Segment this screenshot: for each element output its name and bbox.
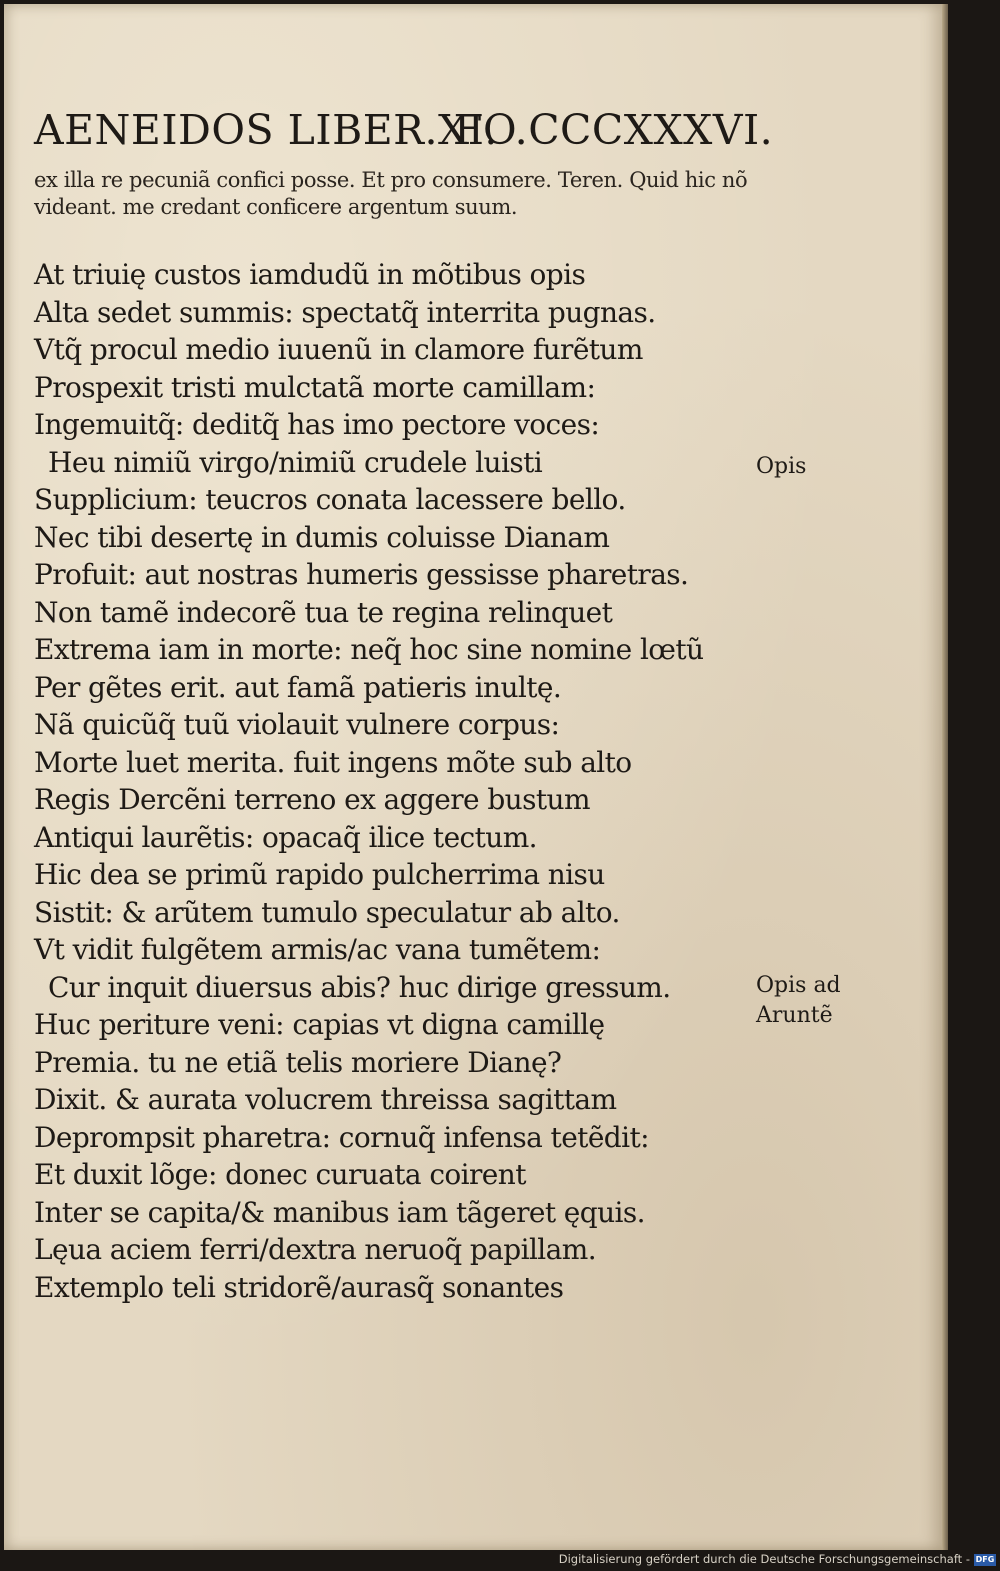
verse-line: Extrema iam in morte: neq̃ hoc sine nomine lœtũ [34, 633, 704, 666]
verse-line: Extemplo teli stridorẽ/aurasq̃ sonantes [34, 1270, 564, 1304]
page-edge [942, 4, 948, 1550]
verse-line: Dixit. & aurata volucrem threissa sagittam [34, 1083, 617, 1116]
book-page [4, 4, 942, 1550]
verse-block [34, 256, 754, 1306]
verse-line: Hic dea se primũ rapido pulcherrima nisu [34, 858, 605, 891]
verse-line: Per gẽtes erit. aut famã patieris inultę. [34, 670, 562, 704]
verse-line: Cur inquit diuersus abis? huc dirige gressum. [48, 970, 671, 1004]
verse-line: Premia. tu ne etiã telis moriere Dianę? [34, 1045, 562, 1079]
dfg-logo: DFG [975, 1555, 995, 1564]
verse-line: Ingemuitq̃: deditq̃ has imo pectore voces: [34, 408, 600, 441]
verse-line: Nec tibi desertę in dumis coluisse Dianam [34, 520, 610, 554]
verse-line: Regis Dercẽni terreno ex aggere bustum [34, 783, 590, 816]
commentary-block [34, 167, 794, 221]
verse-line: Sistit: & arũtem tumulo speculatur ab alto. [34, 895, 620, 929]
verse-line: Profuit: aut nostras humeris gessisse pharetras. [34, 558, 689, 591]
running-header [34, 106, 934, 154]
verse-line: Nã quicũq̃ tuũ violauit vulnere corpus: [34, 708, 560, 741]
verse-line: Prospexit tristi mulctatã morte camillam: [34, 370, 596, 404]
commentary-line: videant. me credant conficere argentum suum. [34, 195, 518, 219]
marginal-note-opis: Opis [756, 454, 807, 479]
marginal-note-opis-ad: Opis ad [756, 973, 841, 998]
verse-line: Morte luet merita. fuit ingens mõte sub alto [34, 745, 632, 779]
verse-line: At triuię custos iamdudũ in mõtibus opis [34, 258, 586, 291]
verse-line: Lęua aciem ferri/dextra neruoq̃ papillam. [34, 1233, 597, 1266]
verse-line: Vtq̃ procul medio iuuenũ in clamore furẽtum [34, 333, 643, 366]
verse-line: Heu nimiũ virgo/nimiũ crudele luisti [48, 445, 543, 479]
book-title: AENEIDOS LIBER.XI. [34, 106, 498, 154]
marginal-note-arunte: Aruntẽ [756, 1003, 833, 1028]
verse-line: Non tamẽ indecorẽ tua te regina relinquet [34, 595, 613, 629]
verse-line: Huc periture veni: capias vt digna camillę [34, 1008, 605, 1041]
verse-line: Supplicium: teucros conata lacessere bello. [34, 483, 626, 516]
commentary-line: ex illa re pecuniã confici posse. Et pro consumere. Teren. Quid hic nõ [34, 168, 748, 192]
folio-number: FO.CCCXXXVI. [454, 106, 774, 154]
verse-line: Alta sedet summis: spectatq̃ interrita pugnas. [34, 295, 656, 329]
verse-line: Inter se capita/& manibus iam tãgeret ęquis. [34, 1195, 645, 1229]
digitization-credit: Digitalisierung gefördert durch die Deutsche Forschungsgemeinschaft - [558, 1552, 970, 1566]
verse-line: Deprompsit pharetra: cornuq̃ infensa tetẽdit: [34, 1120, 649, 1154]
verse-line: Vt vidit fulgẽtem armis/ac vana tumẽtem: [34, 933, 601, 966]
verse-line: Antiqui laurẽtis: opacaq̃ ilice tectum. [34, 820, 537, 854]
verse-line: Et duxit lõge: donec curuata coirent [34, 1158, 526, 1191]
